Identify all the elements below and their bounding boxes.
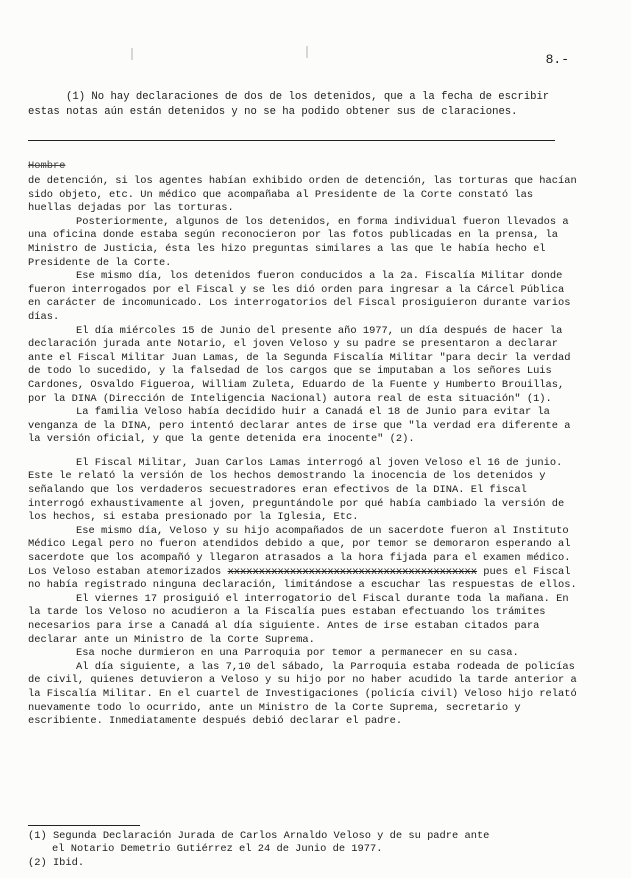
paragraph: de detención, si los agentes habían exhibido orden de detención, las torturas que hacían sido objeto, etc. Un médico que acompañaba al Presidente de la Corte constató las huellas dejadas por las torturas.: [28, 175, 577, 215]
footnote-1: (1) Segunda Declaración Jurada de Carlos Arnaldo Veloso y de su padre ante: [28, 830, 490, 842]
paragraph: El Fiscal Militar, Juan Carlos Lamas interrogó al joven Veloso el 16 de junio. Este le relató la versión de los hechos demostrando la inocencia de los detenidos y señalando que los verdaderos secuestradores eran efectivos de la DINA. El fiscal interrogó exhaustivamente al joven, preguntándole por qué había cambiado la versión de los hechos, si estaba presionado por la Iglesia, Etc.: [28, 456, 565, 524]
footnote-rule: [28, 825, 140, 826]
divider-rule: [28, 140, 555, 141]
paragraph: Ese mismo día, los detenidos fueron conducidos a la 2a. Fiscalía Militar donde fueron interrogados por el Fiscal y se les dió orden para ingresar a la Cárcel Pública en carácter de incomunicado. Los interrogatorios del Fiscal prosiguieron durante varios días.: [28, 270, 571, 323]
paragraph: El día miércoles 15 de Junio del presente año 1977, un día después de hacer la declaración jurada ante Notario, el joven Veloso y su padre se presentaron a declarar ante el Fiscal Militar Juan Lamas, de la Segunda Fiscalía Militar "para decir la verdad de todo lo sucedido, y la falsedad de los cargos que se imputaban a los señores Luis Cardones, Osvaldo Figueroa, William Zuleta, Eduardo de la Fuente y Humberto Brouillas, por la DINA (Dirección de Inteligencia Nacional) autora real de esta situación" (1).: [28, 324, 571, 405]
scan-mark: [131, 48, 133, 60]
footnotes: [28, 830, 588, 870]
footnote-1-continued: el Notario Demetrio Gutiérrez el 24 de Junio de 1977.: [52, 843, 383, 856]
struck-heading: Hombre: [28, 160, 66, 172]
paragraph: Al día siguiente, a las 7,10 del sábado, la Parroquia estaba rodeada de policías de civil, quienes detuvieron a Veloso y su hijo por no haber acudido la tarde anterior a la Fiscalía Militar. En el cuartel de Investigaciones (policía civil) Veloso hijo relató nuevamente todo lo ocurrido, ante un Ministro de la Corte Suprema, secretario y escribiente. Inmediatamente después debió declarar el padre.: [28, 660, 577, 728]
document-body: [28, 175, 580, 729]
top-footnote: (1) No hay declaraciones de dos de los detenidos, que a la fecha de escribir estas notas aún están detenidos y no se ha podido obtener sus de claraciones.: [28, 91, 550, 118]
struck-fragment: xxxxxxxxxxxxxxxxxxxxxxxxxxxxxxxxxxxxxxxx: [227, 565, 477, 578]
paragraph: La familia Veloso había decidido huir a Canadá el 18 de Junio para evitar la venganza de la DINA, pero intentó declarar antes de irse que "la verdad era diferente a la versión oficial, y que la gente detenida era inocente" (2).: [28, 406, 571, 446]
page-number: 8.-: [545, 52, 569, 67]
paragraph: Posteriormente, algunos de los detenidos, en forma individual fueron llevados a una oficina donde estaba según reconocieron por las fotos publicadas en la prensa, la Ministro de Justicia, ésta les hizo preguntas similares a las que le había hecho el Presidente de la Corte.: [28, 215, 569, 269]
paragraph-text: pues el Fiscal no había registrado ninguna declaración, limitándose a escuchar las respuestas de ellos.: [28, 565, 577, 592]
paragraph-text: Ese mismo día, Veloso y su hijo acompañados de un sacerdote fueron al Instituto Médico Legal pero no fueron atendidos debido a que, por temor se demoraron esperando al sacerdote que los acompañó y llegaron atrasados a la hora fijada para el examen médico. Los Veloso estaban atemorizados: [28, 524, 571, 578]
footnote-2: (2) Ibid.: [28, 856, 85, 869]
paragraph: El viernes 17 prosiguió el interrogatorio del Fiscal durante toda la mañana. En la tarde los Veloso no acudieron a la Fiscalía pues estaban efectuando los trámites necesarios para irse a Canadá al día siguiente. Antes de irse estaban citados para declarar ante un Ministro de la Corte Suprema.: [28, 592, 569, 646]
paragraph: [28, 525, 580, 593]
paragraph: Esa noche durmieron en una Parroquia por temor a permanecer en su casa.: [76, 647, 519, 660]
scan-mark: [306, 46, 308, 58]
